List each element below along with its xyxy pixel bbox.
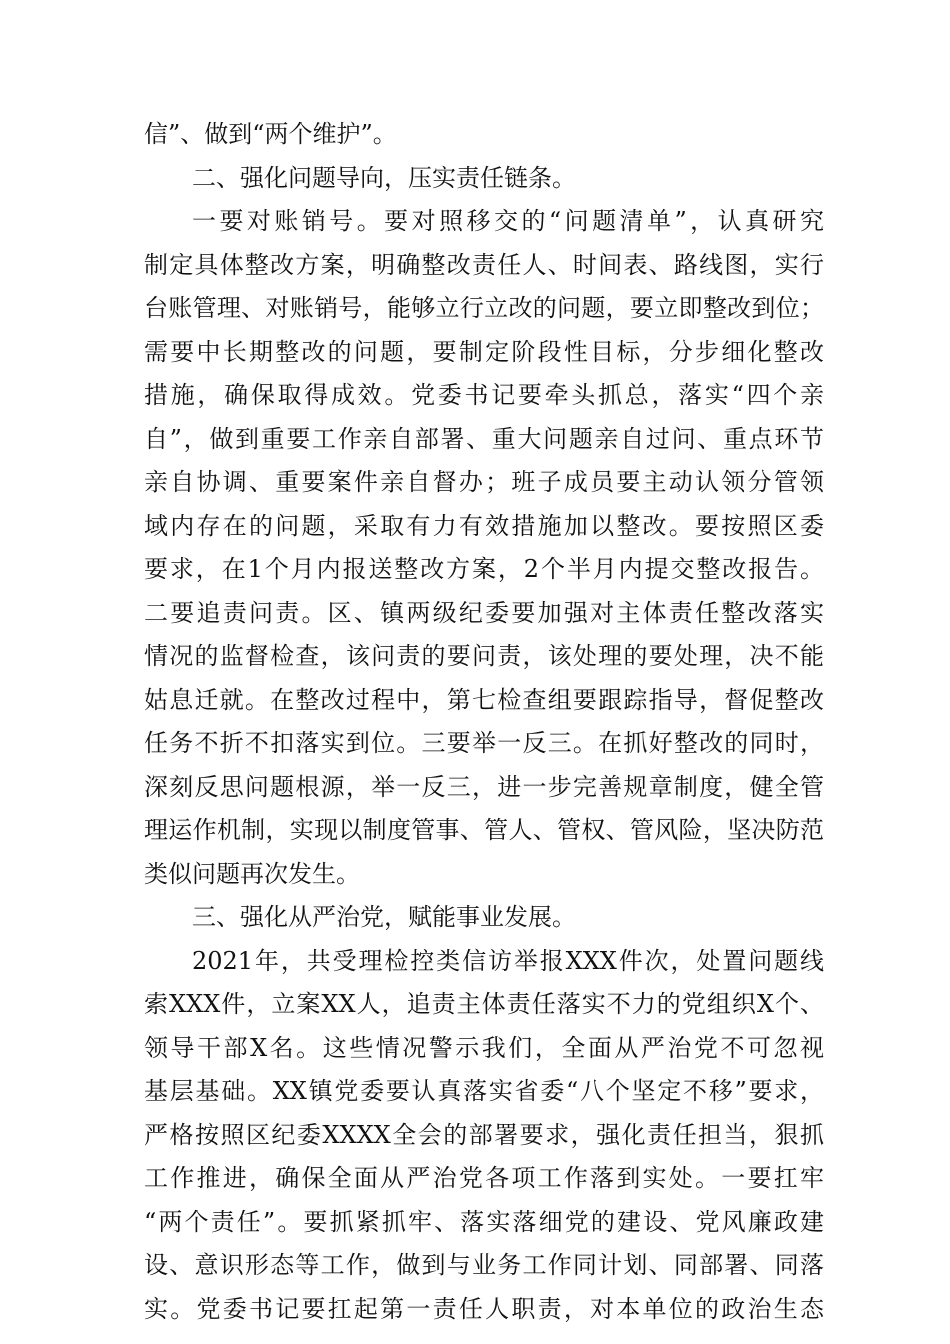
paragraph-line: 基层基础。XX镇党委要认真落实省委“八个坚定不移”要求， (144, 1077, 824, 1105)
paragraph-line: 自”，做到重要工作亲自部署、重大问题亲自过问、重点环节 (144, 424, 824, 453)
section-heading-2: 二、强化问题导向，压实责任链条。 (192, 163, 576, 192)
paragraph-line: 严格按照区纪委XXXX全会的部署要求，强化责任担当，狠抓 (144, 1120, 824, 1149)
paragraph-line: 亲自协调、重要案件亲自督办；班子成员要主动认领分管领 (144, 468, 824, 496)
paragraph-line: 类似问题再次发生。 (144, 859, 360, 888)
paragraph-line: 一要对账销号。要对照移交的“问题清单”，认真研究 (192, 207, 824, 235)
paragraph-line: 需要中长期整改的问题，要制定阶段性目标，分步细化整改 (144, 337, 824, 366)
paragraph-line: 任务不折不扣落实到位。三要举一反三。在抓好整改的同时， (144, 729, 824, 757)
paragraph-line: 2021年，共受理检控类信访举报XXX件次，处置问题线 (192, 946, 824, 975)
paragraph-line: “两个责任”。要抓紧抓牢、落实落细党的建设、党风廉政建 (144, 1207, 824, 1236)
paragraph-line: 工作推进，确保全面从严治党各项工作落到实处。一要扛牢 (144, 1164, 824, 1192)
paragraph-line: 制定具体整改方案，明确整改责任人、时间表、路线图，实行 (144, 250, 824, 279)
paragraph-line: 域内存在的问题，采取有力有效措施加以整改。要按照区委 (144, 511, 824, 540)
paragraph-line: 措施，确保取得成效。党委书记要牵头抓总，落实“四个亲 (144, 381, 824, 409)
paragraph-line: 情况的监督检查，该问责的要问责，该处理的要处理，决不能 (144, 642, 824, 670)
section-heading-3: 三、强化从严治党，赋能事业发展。 (192, 903, 576, 931)
paragraph-line: 台账管理、对账销号，能够立行立改的问题，要立即整改到位； (144, 294, 824, 322)
paragraph-line: 信”、做到“两个维护”。 (144, 120, 397, 148)
paragraph-line: 设、意识形态等工作，做到与业务工作同计划、同部署、同落 (144, 1251, 824, 1279)
paragraph-line: 索XXX件，立案XX人，追责主体责任落实不力的党组织X个、 (144, 990, 824, 1018)
paragraph-line: 实。党委书记要扛起第一责任人职责，对本单位的政治生态 (144, 1294, 824, 1323)
paragraph-line: 姑息迁就。在整改过程中，第七检查组要跟踪指导，督促整改 (144, 685, 824, 714)
paragraph-line: 深刻反思问题根源，举一反三，进一步完善规章制度，健全管 (144, 772, 824, 801)
paragraph-line: 领导干部X名。这些情况警示我们，全面从严治党不可忽视 (144, 1033, 824, 1062)
body-text (144, 113, 824, 1331)
paragraph-line: 理运作机制，实现以制度管事、管人、管权、管风险，坚决防范 (144, 816, 824, 844)
paragraph-line: 要求，在1个月内报送整改方案，2个半月内提交整改报告。 (144, 555, 824, 583)
paragraph-line: 二要追责问责。区、镇两级纪委要加强对主体责任整改落实 (144, 598, 824, 627)
